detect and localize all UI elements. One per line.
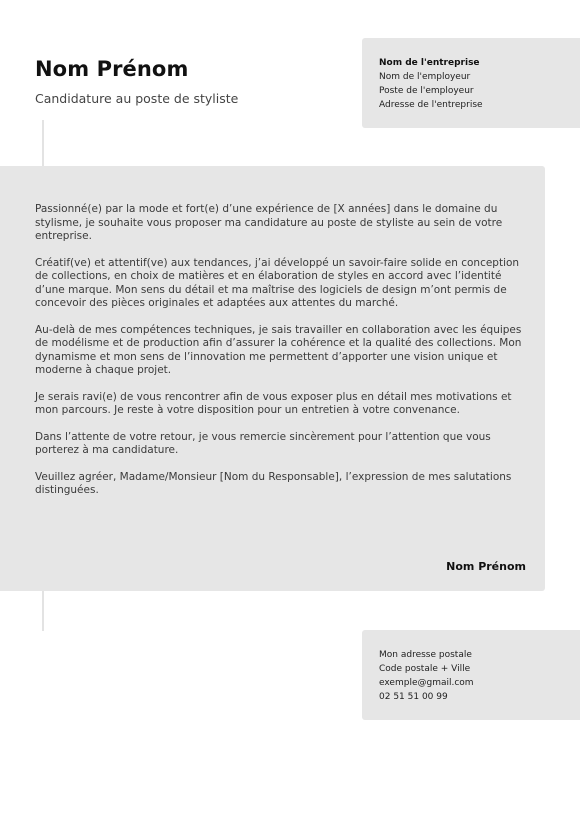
decorative-divider-top xyxy=(42,120,44,166)
letter-paragraph-5: Dans l’attente de votre retour, je vous remercie sincèrement pour l’attention que vous porterez à ma candidature. xyxy=(35,430,491,456)
postal-address: Mon adresse postale xyxy=(379,650,472,660)
employer-name: Nom de l'employeur xyxy=(379,72,471,82)
employer-position: Poste de l'employeur xyxy=(379,86,474,96)
company-name: Nom de l'entreprise xyxy=(379,58,480,68)
page-title: Nom Prénom xyxy=(35,57,189,81)
letter-paragraph-4: Je serais ravi(e) de vous rencontrer afin de vous exposer plus en détail mes motivations et mon parcours. Je reste à votre disposition pour un entretien à votre convenance. xyxy=(35,390,512,416)
company-address: Adresse de l'entreprise xyxy=(379,100,483,110)
letter-paragraph-1: Passionné(e) par la mode et fort(e) d’une expérience de [X années] dans le domaine du stylisme, je souhaite vous proposer ma candidature au poste de styliste au sein de votre entreprise. xyxy=(35,203,503,242)
signature: Nom Prénom xyxy=(446,560,526,573)
postal-code-city: Code postale + Ville xyxy=(379,664,471,674)
page-subtitle: Candidature au poste de styliste xyxy=(35,91,239,106)
letter-paragraph-2: Créatif(ve) et attentif(ve) aux tendances, j’ai développé un savoir-faire solide en conception de collections, en choix de matières et en élaboration de styles en accord avec l’identité d’une marque. Mon sens du détail et ma maîtrise des logiciels de design m’ont permis de concevoir des pièces originales et adaptées aux attentes du marché. xyxy=(35,256,520,309)
letter-paragraph-6: Veuillez agréer, Madame/Monsieur [Nom du Responsable], l’expression de mes salutations distinguées. xyxy=(35,470,512,496)
letter-paragraph-3: Au-delà de mes compétences techniques, je sais travailler en collaboration avec les équipes de modélisme et de production afin d’assurer la cohérence et la qualité des collections. Mon dynamisme et mon sens de l’innovation me permettent d’apporter une vision unique et moderne à chaque projet. xyxy=(35,323,522,376)
employer-info-block xyxy=(362,38,580,128)
contact-info-block xyxy=(362,630,580,720)
email-address: exemple@gmail.com xyxy=(379,678,474,688)
phone-number: 02 51 51 00 99 xyxy=(379,692,448,702)
decorative-divider-bottom xyxy=(42,591,44,631)
letter-body xyxy=(0,166,545,591)
